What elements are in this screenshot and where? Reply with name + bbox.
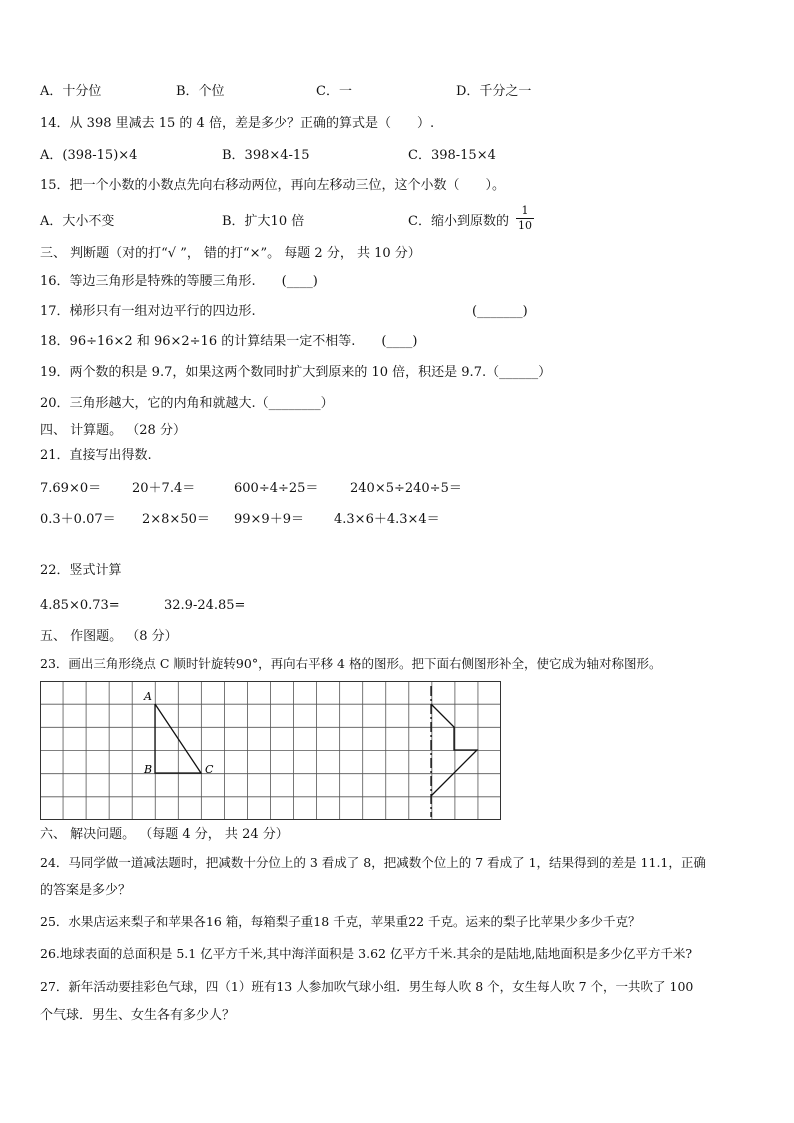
q18-text: 18．96÷16×2 和 96×2÷16 的计算结果一定不相等. (____) xyxy=(40,334,418,349)
q22-item: 4.85×0.73= xyxy=(40,598,120,613)
q14-text: 14．从 398 里减去 15 的 4 倍，差是多少？正确的算式是（ ）. xyxy=(40,116,435,131)
q21-text: 21．直接写出得数. xyxy=(40,448,152,463)
q15-option-a: A．大小不变 xyxy=(40,214,115,229)
q21-r1-item: 240×5÷240÷5＝ xyxy=(350,481,462,496)
q22-item: 32.9-24.85= xyxy=(164,598,246,613)
q21-r2-item: 99×9＋9＝ xyxy=(234,512,304,527)
q24-line-1: 24．马同学做一道减法题时，把减数十分位上的 3 看成了 8，把减数个位上的 7 看成了 1，结果得到的差是 11.1，正确 xyxy=(40,855,706,870)
section-6-heading: 六、 解决问题。 （每题 4 分， 共 24 分） xyxy=(40,827,289,842)
q27-line-2: 个气球．男生、女生各有多少人？ xyxy=(40,1008,236,1023)
fraction-denominator: 10 xyxy=(518,219,532,232)
q27-line-1: 27．新年活动要挂彩色气球，四（1）班有13 人参加吹气球小组．男生每人吹 8 个，女生每人吹 7 个，一共吹了 100 xyxy=(40,979,694,994)
section-4-heading: 四、 计算题。 （28 分） xyxy=(40,423,186,438)
q15-option-c: C．缩小到原数的 xyxy=(408,214,509,229)
q21-r1-item: 20＋7.4＝ xyxy=(132,481,196,496)
q24-line-2: 的答案是多少？ xyxy=(40,883,132,898)
q23-grid-figure xyxy=(40,681,502,821)
q22-text: 22．竖式计算 xyxy=(40,563,122,578)
q21-r2-item: 0.3＋0.07＝ xyxy=(40,512,116,527)
q21-r1-item: 7.69×0＝ xyxy=(40,481,102,496)
q13-option-d: D．千分之一 xyxy=(456,84,532,99)
q14-option-a: A．(398-15)×4 xyxy=(40,148,138,163)
label-a: A xyxy=(144,690,152,703)
q26-text: 26.地球表面的总面积是 5.1 亿平方千米,其中海洋面积是 3.62 亿平方千米.其余的是陆地,陆地面积是多少亿平方千米? xyxy=(40,946,693,961)
q13-option-c: C．一 xyxy=(316,84,352,99)
half-shape xyxy=(431,704,477,796)
q17-blank: (_______) xyxy=(472,304,528,319)
q16-text: 16．等边三角形是特殊的等腰三角形. (____) xyxy=(40,274,318,289)
q19-text: 19．两个数的积是 9.7，如果这两个数同时扩大到原来的 10 倍，积还是 9.7.（______） xyxy=(40,365,552,380)
q15-text: 15．把一个小数的小数点先向右移动两位，再向左移动三位，这个小数（ ）。 xyxy=(40,178,506,193)
q21-r2-item: 2×8×50＝ xyxy=(142,512,210,527)
q14-option-c: C．398-15×4 xyxy=(408,148,496,163)
q21-r1-item: 600÷4÷25＝ xyxy=(234,481,319,496)
grid-lines xyxy=(40,681,501,820)
q21-r2-item: 4.3×6＋4.3×4＝ xyxy=(334,512,440,527)
q23-text: 23．画出三角形绕点 C 顺时针旋转90°，再向右平移 4 格的图形。把下面右侧图形补全，使它成为轴对称图形。 xyxy=(40,656,662,671)
label-c: C xyxy=(205,763,214,776)
q20-text: 20．三角形越大，它的内角和就越大.（________） xyxy=(40,396,334,411)
q13-option-a: A．十分位 xyxy=(40,84,102,99)
section-3-heading: 三、 判断题（对的打“√ ”， 错的打“×”。 每题 2 分， 共 10 分） xyxy=(40,246,421,261)
q25-text: 25．水果店运来梨子和苹果各16 箱，每箱梨子重18 千克，苹果重22 千克。运来的梨子比苹果少多少千克？ xyxy=(40,914,641,929)
q15-option-b: B．扩大10 倍 xyxy=(222,214,305,229)
q13-option-b: B．个位 xyxy=(176,84,225,99)
q15-fraction xyxy=(516,205,534,232)
fraction-numerator: 1 xyxy=(521,204,529,217)
q17-text: 17．梯形只有一组对边平行的四边形. xyxy=(40,304,256,319)
label-b: B xyxy=(144,763,153,776)
q14-option-b: B．398×4-15 xyxy=(222,148,310,163)
section-5-heading: 五、 作图题。 （8 分） xyxy=(40,629,178,644)
